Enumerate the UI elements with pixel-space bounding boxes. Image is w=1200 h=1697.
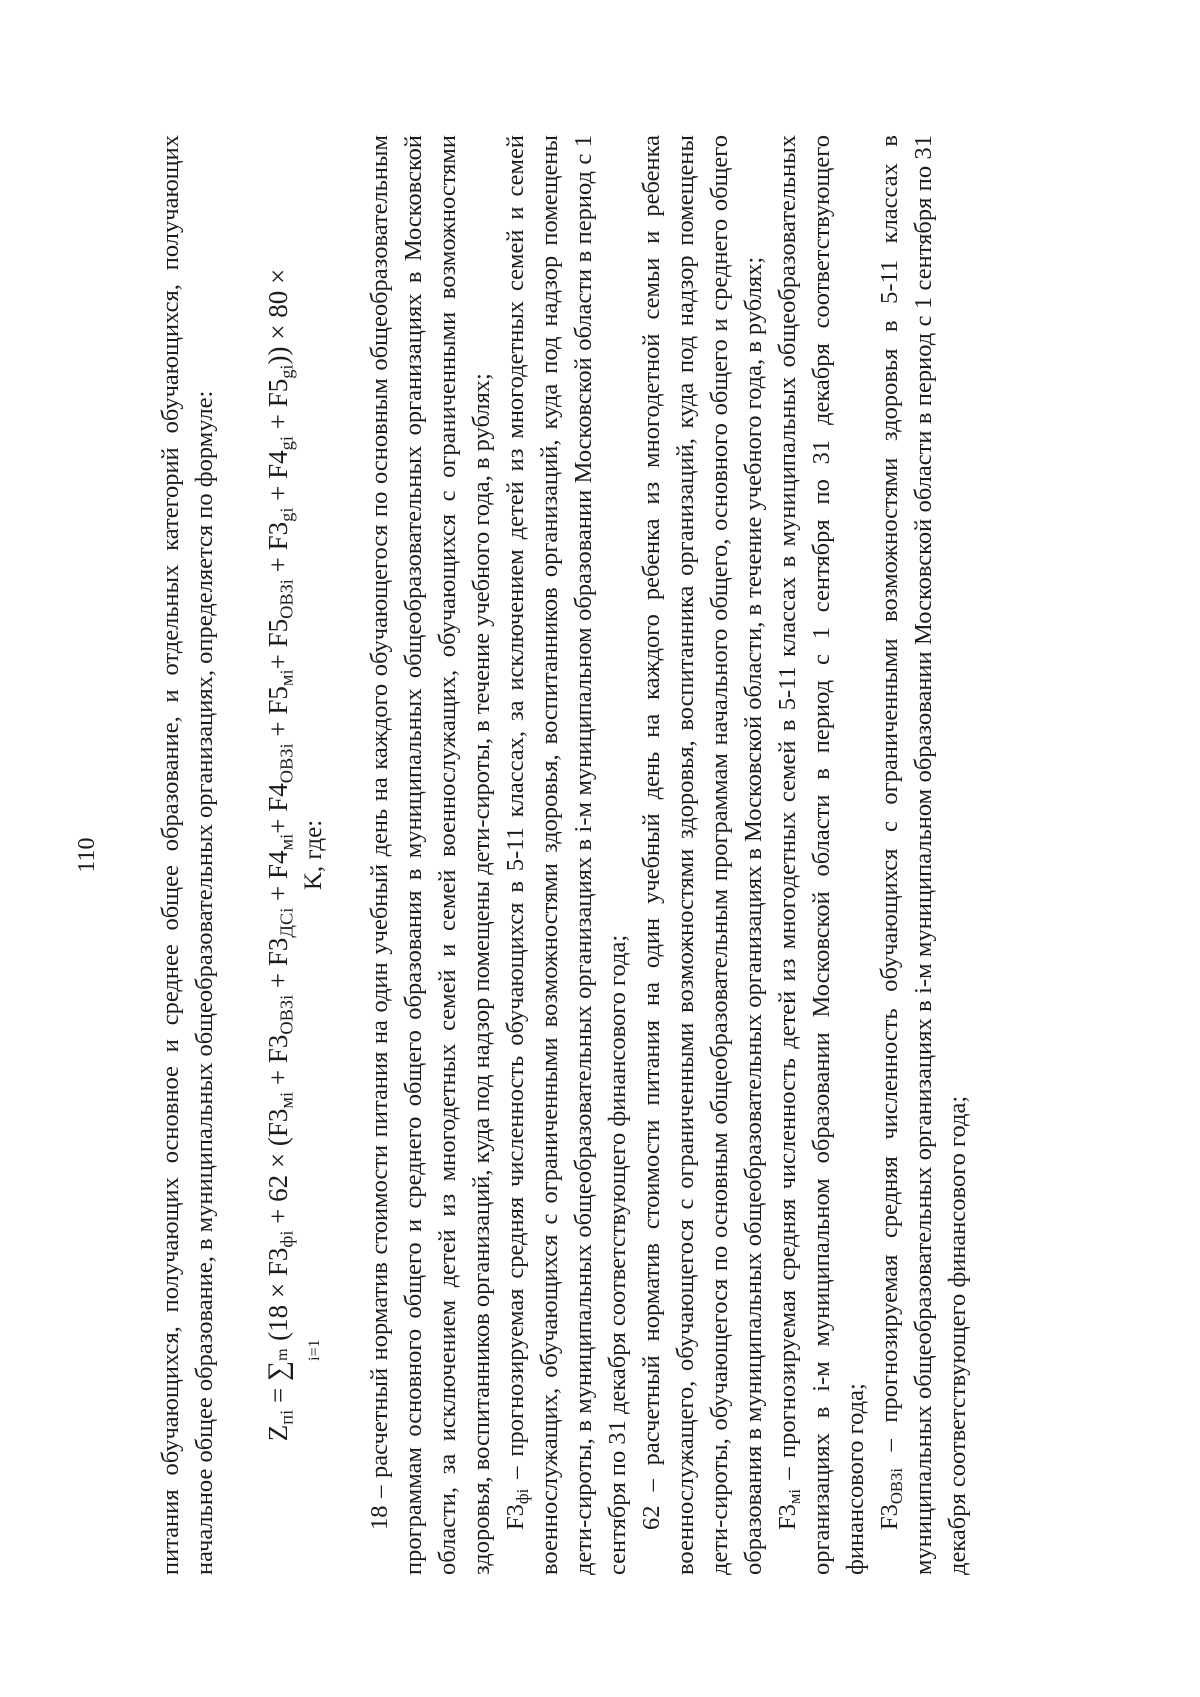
- symbol-sub: мi: [784, 1488, 804, 1505]
- definition-text: – прогнозируемая средняя численность обучающихся с ограниченными возможностями здоровья в 5-11 классах в муниципальных общеобразовательных организациях в i-м муниципальном образовании Московской области в период с 1 сентября по 31 декабря соответствующего финансового года;: [876, 135, 971, 1575]
- formula-part: + F4: [263, 850, 293, 908]
- symbol: F3: [876, 1504, 903, 1530]
- definition-62: 62 – расчетный норматив стоимости питания на один учебный день на каждого ребенка из многодетной семьи и ребенка военнослужащего, обучающегося с ограниченными возможностями здоровья, воспитанника организаций, куда под надзор помещены дети-сироты, обучающегося по основным общеобразовательным программам начального общего, основного общего и среднего общего образования в муниципальных общеобразовательных организациях в Московской области, в течение учебного года, в рублях;: [638, 135, 767, 1575]
- symbol-sub: фi: [512, 1488, 532, 1505]
- formula-part: + F4: [263, 783, 293, 834]
- formula-eq: =: [263, 1381, 293, 1410]
- formula-lhs-sub: пi: [276, 1409, 297, 1425]
- formula-part: + F5: [263, 686, 293, 744]
- formula-sub: ОВЗi: [276, 743, 297, 784]
- definition-text: – прогнозируемая средняя численность обучающихся в 5-11 классах, за исключением детей из многодетных семей и семей военнослужащих, обучающихся с ограниченными возможностями здоровья, воспитанников организаций, куда под надзор помещены дети-сироты, в муниципальных общеобразовательных организациях в i-м муниципальном образовании Московской области в период с 1 сентября по 31 декабря соответствующего финансового года;: [502, 135, 631, 1575]
- formula-part: + F3: [263, 1034, 293, 1092]
- symbol: F3: [502, 1504, 529, 1530]
- symbol: F3: [774, 1504, 801, 1530]
- formula-part: + F3: [263, 521, 293, 580]
- formula-sub: мi: [276, 1091, 297, 1109]
- definition-f3-m: [771, 135, 873, 1575]
- formula-sub: gi: [276, 507, 297, 522]
- sum-upper: m: [274, 1348, 291, 1361]
- sum-symbol: ∑: [263, 1360, 294, 1382]
- definition-text: – прогнозируемая средняя численность детей из многодетных семей в 5-11 классах в муниципальных общеобразовательных организациях в i-м муниципальном образовании Московской области в период с 1 сентября по 31 декабря соответствующего финансового года;: [774, 135, 869, 1575]
- formula-tail: K, где:: [300, 819, 327, 891]
- formula-sub: gi: [276, 364, 297, 379]
- page-number: 110: [74, 837, 100, 873]
- formula-sub: gi: [276, 436, 297, 451]
- symbol-sub: ОВЗi: [886, 1467, 906, 1505]
- formula-sub: ДСi: [276, 907, 297, 938]
- formula-sub: ОВЗi: [276, 994, 297, 1035]
- formula-part: + 62 × (F3: [263, 1108, 293, 1231]
- intro-paragraph: питания обучающихся, получающих основное и среднее общее образование, и отдельных категорий обучающихся, получающих начальное общее образование, в муниципальных общеобразовательных организациях, определяется по формуле:: [157, 135, 218, 1575]
- formula-sub: фi: [276, 1230, 297, 1248]
- formula-part: + F5: [263, 618, 293, 670]
- formula-part: )) × 80 ×: [263, 268, 293, 365]
- formula-sub: мi: [276, 833, 297, 851]
- formula-part: (18 × F3: [263, 1247, 293, 1341]
- formula-part: + F4: [263, 450, 293, 508]
- document-page: [60, 45, 1140, 1665]
- formula-sub: ОВЗi: [276, 579, 297, 619]
- formula: [258, 135, 329, 1575]
- formula-part: + F5: [263, 378, 293, 437]
- formula-part: + F3: [263, 937, 293, 995]
- formula-lhs: Z: [263, 1424, 293, 1442]
- formula-sub: мi: [276, 669, 297, 687]
- sum-lower: i=1: [306, 1339, 323, 1361]
- definition-18: 18 – расчетный норматив стоимости питания на один учебный день на каждого обучающегося по основным общеобразовательным программам основного общего и среднего общего образования в муниципальных общеобразовательных организациях в Московской области, за исключением детей из многодетных семей и семей военнослужащих, обучающихся с ограниченными возможностями здоровья, воспитанников организаций, куда под надзор помещены дети-сироты, в течение учебного года, в рублях;: [366, 135, 495, 1575]
- definition-f3-phi: [499, 135, 635, 1575]
- definition-f3-ovz: [873, 135, 975, 1575]
